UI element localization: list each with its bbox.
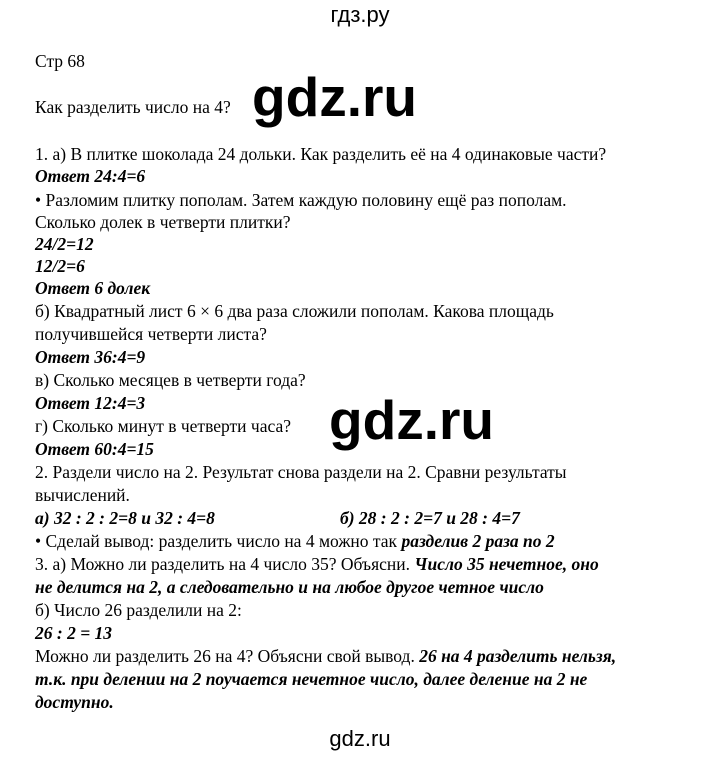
- task-1b-question-line1: б) Квадратный лист 6 × 6 два раза сложили пополам. Какова площадь: [35, 301, 554, 321]
- task-3b-answer-line1: 26 на 4 разделить нельзя,: [419, 646, 617, 666]
- task-2-conclusion-text: • Сделай вывод: разделить число на 4 можно так: [35, 531, 402, 551]
- task-3b-answer-line2: т.к. при делении на 2 поучается нечетное число, далее деление на 2 не: [35, 669, 588, 689]
- task-2a-answer: а) 32 : 2 : 2=8 и 32 : 4=8: [35, 508, 215, 528]
- site-footer: gdz.ru: [329, 726, 391, 751]
- task-3a-question: [35, 553, 599, 575]
- task-1a-hint-line1: • Разломим плитку пополам. Затем каждую половину ещё раз пополам.: [35, 190, 567, 210]
- task-3a-question-text: 3. а) Можно ли разделить на 4 число 35? Объясни.: [35, 554, 415, 574]
- task-2-conclusion-answer: разделив 2 раза по 2: [401, 531, 555, 551]
- task-3b-followup: [35, 645, 616, 667]
- page-number: Стр 68: [35, 51, 85, 71]
- task-1c-question: в) Сколько месяцев в четверти года?: [35, 370, 306, 390]
- task-2-question-line1: 2. Раздели число на 2. Результат снова раздели на 2. Сравни результаты: [35, 462, 567, 482]
- task-2-conclusion: [35, 530, 555, 552]
- task-1d-answer: Ответ 60:4=15: [35, 439, 154, 459]
- task-1a-answer: Ответ 24:4=6: [35, 166, 146, 186]
- watermark-top: gdz.ru: [248, 70, 421, 125]
- task-1d-question: г) Сколько минут в четверти часа?: [35, 416, 291, 436]
- task-2b-answer: б) 28 : 2 : 2=7 и 28 : 4=7: [340, 508, 520, 528]
- watermark-middle: gdz.ru: [325, 393, 498, 448]
- task-3b-followup-text: Можно ли разделить 26 на 4? Объясни свой вывод.: [35, 646, 420, 666]
- task-1a-calc-1: 24/2=12: [35, 234, 94, 254]
- task-3b-answer-line3: доступно.: [35, 692, 114, 712]
- lesson-title: Как разделить число на 4?: [35, 97, 231, 117]
- task-1a-hint-line2: Сколько долек в четверти плитки?: [35, 212, 291, 232]
- task-3a-answer-line1: Число 35 нечетное, оно: [414, 554, 599, 574]
- task-1a-final-answer: Ответ 6 долек: [35, 278, 151, 298]
- task-1a-calc-2: 12/2=6: [35, 256, 85, 276]
- task-1b-answer: Ответ 36:4=9: [35, 347, 146, 367]
- task-3a-answer-line2: не делится на 2, а следовательно и на любое другое четное число: [35, 577, 544, 597]
- task-1b-question-line2: получившейся четверти листа?: [35, 324, 267, 344]
- task-3b-question: б) Число 26 разделили на 2:: [35, 600, 242, 620]
- task-1c-answer: Ответ 12:4=3: [35, 393, 146, 413]
- site-header: гдз.ру: [330, 2, 390, 27]
- task-1a-question: 1. а) В плитке шоколада 24 дольки. Как разделить её на 4 одинаковые части?: [35, 144, 607, 164]
- task-2-question-line2: вычислений.: [35, 485, 130, 505]
- task-3b-calc: 26 : 2 = 13: [35, 623, 113, 643]
